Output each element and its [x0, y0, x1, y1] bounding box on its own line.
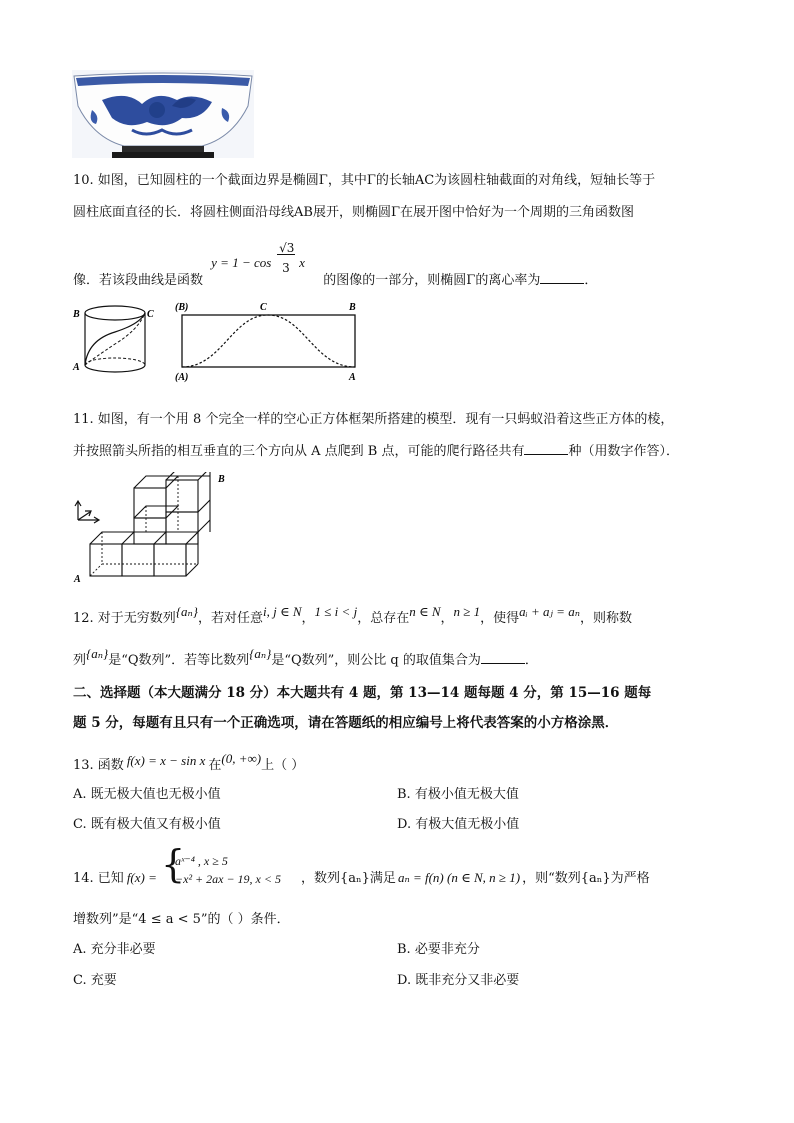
q14-piecewise	[161, 842, 301, 886]
cube-label-a: A	[74, 574, 81, 584]
q12-l2-text-c: 是“Q数列”，则公比 q 的取值集合为	[271, 653, 481, 668]
q13-stem	[73, 751, 305, 776]
q13-stem-a: 13. 函数	[73, 758, 124, 773]
section-2-heading-line-1: 二、选择题（本大题满分 18 分）本大题共有 4 题，第 13—14 题每题 4 分，第 15—16 题每	[73, 685, 652, 701]
cylinder-figure	[70, 300, 160, 382]
q12-math-6: aᵢ + aⱼ = aₙ	[519, 604, 580, 619]
q12-answer-blank	[481, 651, 525, 664]
q13-function: f(x) = x − sin x	[126, 753, 206, 768]
q10-frac-den: 3	[282, 261, 290, 275]
unroll-label-c: C	[260, 302, 267, 313]
q12-text-7: ，则称数	[579, 611, 632, 626]
q14-stem-b: ，数列{aₙ}满足	[301, 871, 396, 886]
q10-line-1: 10. 如图，已知圆柱的一个截面边界是椭圆Γ，其中Γ的长轴AC为该圆柱轴截面的对角线，短轴长等于	[73, 173, 656, 188]
q12-l2-text-b: 是“Q数列”．若等比数列	[108, 653, 250, 668]
q11-line-2-tail: 种（用数字作答）．	[568, 444, 679, 459]
q10-line-3	[73, 241, 598, 291]
cyl-label-a: A	[73, 362, 80, 373]
q10-frac-num: √3	[279, 241, 295, 255]
q14-case-1: aˣ⁻⁴ , x ≥ 5	[175, 854, 228, 868]
q10-line-2: 圆柱底面直径的长．将圆柱侧面沿母线AB展开，则椭圆Γ在展开图中恰好为一个周期的三角函数图	[73, 205, 634, 220]
q12-text-1: 12. 对于无穷数列	[73, 611, 176, 626]
q14-stem	[73, 842, 650, 889]
porcelain-bowl-image	[72, 70, 254, 158]
q14-option-a[interactable]: A. 充分非必要	[73, 942, 156, 957]
q12-math-1: {aₙ}	[175, 604, 198, 619]
brace-icon: {	[161, 842, 186, 886]
q14-relation: aₙ = f(n) (n ∈ N, n ≥ 1)	[397, 870, 521, 885]
q12-line-1	[73, 604, 632, 629]
q13-option-b[interactable]: B. 有极小值无极大值	[397, 787, 519, 802]
q12-math-3: 1 ≤ i < j	[314, 604, 358, 619]
q12-text-4: ，总存在	[357, 611, 410, 626]
q10-line-3-text-a: 像．若该段曲线是函数	[73, 273, 204, 288]
q14-case-2: −x² + 2ax − 19, x < 5	[175, 872, 281, 886]
q12-text-6: ，使得	[480, 611, 520, 626]
q11-line-1: 11. 如图，有一个用 8 个完全一样的空心正方体框架所搭建的模型．现有一只蚂蚁沿着这些正方体的棱，	[73, 412, 674, 427]
q10-formula	[211, 241, 311, 284]
q13-stem-c: 上（ ）	[261, 758, 305, 773]
cube-label-b: B	[218, 474, 225, 485]
q13-option-c[interactable]: C. 既有极大值又有极小值	[73, 817, 221, 832]
q14-option-d[interactable]: D. 既非充分又非必要	[397, 973, 520, 988]
q10-formula-y: y = 1 − cos	[211, 255, 272, 270]
axis-arrows-icon	[75, 501, 99, 523]
cyl-label-b: B	[73, 309, 80, 320]
q14-option-b[interactable]: B. 必要非充分	[397, 942, 480, 957]
q13-option-d[interactable]: D. 有极大值无极小值	[397, 817, 520, 832]
q14-stem-a: 14. 已知	[73, 871, 124, 886]
q10-end: ．	[584, 273, 598, 288]
q12-text-2: ，若对任意	[197, 611, 263, 626]
q10-answer-blank	[540, 271, 584, 284]
unroll-label-pb: (B)	[175, 302, 189, 313]
unroll-label-pa: (A)	[175, 372, 189, 383]
q14-stem-c: ，则“数列{aₙ}为严格	[522, 871, 650, 886]
q12-text-3: ，	[301, 611, 315, 626]
q11-answer-blank	[524, 442, 568, 455]
cube-model-figure	[70, 472, 235, 584]
q12-line-2	[73, 646, 538, 671]
unroll-label-a: A	[349, 372, 356, 383]
q12-l2-text-a: 列	[73, 653, 87, 668]
unrolled-figure	[172, 298, 367, 384]
q13-interval: (0, +∞)	[221, 751, 262, 766]
q12-end: ．	[524, 653, 538, 668]
q10-formula-x: x	[299, 255, 305, 270]
q14-line-2: 增数列”是“4 ≤ a < 5”的（ ）条件．	[73, 912, 290, 927]
section-2-heading-line-2: 题 5 分，每题有且只有一个正确选项，请在答题纸的相应编号上将代表答案的小方格涂黑．	[73, 715, 619, 731]
cyl-label-c: C	[147, 309, 154, 320]
q10-frac-bar	[277, 254, 295, 255]
q11-line-2	[73, 442, 679, 462]
q12-l2-math-2: {aₙ}	[249, 646, 272, 661]
q11-line-2-text: 并按照箭头所指的相互垂直的三个方向从 A 点爬到 B 点，可能的爬行路径共有	[73, 444, 525, 459]
q10-line-3-text-b: 的图像的一部分，则椭圆Γ的离心率为	[323, 273, 541, 288]
q13-option-a[interactable]: A. 既无极大值也无极小值	[73, 787, 221, 802]
q13-stem-b: 在	[208, 758, 222, 773]
q14-function: f(x) =	[126, 870, 157, 885]
q12-math-5: n ≥ 1	[453, 604, 481, 619]
unroll-label-b: B	[349, 302, 356, 313]
q12-math-2: i, j ∈ N	[263, 604, 302, 619]
q12-text-5: ，	[440, 611, 454, 626]
q12-l2-math-1: {aₙ}	[86, 646, 109, 661]
q14-option-c[interactable]: C. 充要	[73, 973, 117, 988]
q12-math-4: n ∈ N	[409, 604, 441, 619]
